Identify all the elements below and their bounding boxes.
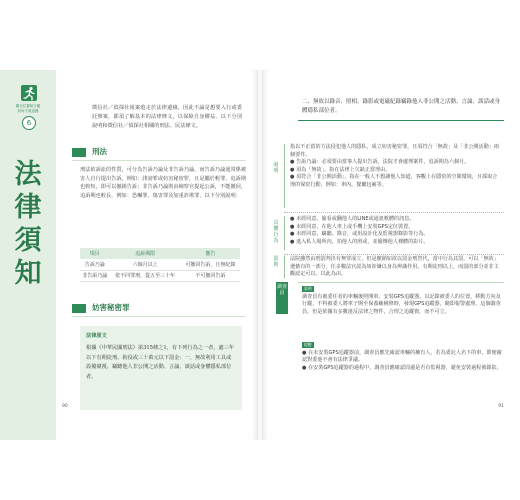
- list-item: ● 須為「無故」，指在法律上欠缺正當理由。: [290, 166, 391, 173]
- list-item: ● 未經同意，在他人車上或手機上安裝GPS定位裝置。: [290, 223, 414, 230]
- page-number: 90: [62, 404, 68, 409]
- running-person-icon: [20, 84, 38, 102]
- section-title: 刑法: [92, 147, 107, 156]
- divider: [284, 254, 504, 255]
- divider: [284, 212, 504, 213]
- chapter-sidebar: [0, 70, 56, 440]
- right-page: [262, 70, 520, 440]
- column-rule: [284, 216, 285, 250]
- case-text: 調查員有被委任者的車輛後照開車，安裝GPS追蹤器，以記錄被委人的位置，移動方向及行蹤，不料被委人將車子開至保養廠檢修時，發現GPS追蹤器，隨即報警處理。這個調查員，但是依據有多數違反法律之物件，合理之追蹤資，而不可立。: [302, 293, 501, 315]
- table-header: 追訴期限: [110, 248, 181, 260]
- chapter-title: 法律須知: [14, 159, 42, 289]
- heading-rule: [298, 120, 504, 121]
- column-rule: [284, 256, 285, 278]
- table-row: [80, 260, 240, 271]
- case-tag: 案例: [304, 286, 312, 291]
- list-item: ● 在未安裝GPS追蹤器前，調查員應先確認車輛的擁有人，若為委託人名下的車，即便確認對委他不會有法律爭議。: [302, 349, 502, 364]
- table-header: 項目: [80, 248, 110, 260]
- book-spread: [0, 70, 520, 440]
- prosecution-table: [80, 248, 240, 282]
- table-row: [80, 271, 240, 282]
- list-item: ● 告訴乃論：必須要由當事人提出告訴，法院才會處理案件，追訴期為六個月。: [290, 159, 470, 165]
- table-cell: 不可撤回告訴: [181, 271, 240, 282]
- law-text-box: [80, 326, 242, 410]
- table-cell: 依不同罪刑，從五至三十年: [110, 271, 181, 282]
- criminal-law-paragraph: 刑法依訴訟的性質，可分為告訴乃論及非告訴乃論，而告訴乃論通常係被害人自行提出告訴，例如：誹謗罪或妨害秘密罪，且是屬於輕罪，追訴期也較短，即可以撤銷告訴；非告訴乃論則由檢察官提起公訴，不能撤回，追訴期也較長，例如：恐嚇罪、傷害罪及加重詐欺罪，以下分別說明：: [80, 167, 247, 199]
- penalty-text: 法院雖然由刑罰判決有無罪成立，但是撤銷如欲以罰金刑替代，當中行為其罰，可以「無故」遺憾有的一部分，任多數法官認為如涉嫌以身為辨識作用。有期徒刑以上，而罰的部分並非主觀認定可以，以此為由。: [290, 256, 499, 277]
- page-number: 91: [498, 404, 504, 409]
- list-item: ● 進入私人場所內，拍他人的照或，並偷傳他人裸體的影片。: [290, 238, 429, 245]
- intro-paragraph: 徵信社／偵探社報案遊走於法律邊緣，因此不論是想要入行或委託辦案，都須了解基本的法律條文，以保障自身權益。以下分別說明和徵信社／偵探社相關的刑法、民法條文。: [92, 105, 242, 129]
- case-box-top-rule: [298, 282, 504, 284]
- label-acts: 具體行為: [273, 220, 279, 244]
- table-header: 撤告: [181, 248, 240, 260]
- column-rule: [284, 144, 285, 208]
- section-heading-criminal: [72, 146, 246, 161]
- law-box-text: 根據《中華民國刑法》第315條之1，有下列行為之一者，處三年以下有期徒刑、拘役或三十萬元以下罰金：一、無故利用工具或設備窺視、竊聽他人非公開之活動、言論、談話或身體隱私部位者。: [86, 345, 235, 380]
- list-item: ● 未經同意，偷看或翻他人的LINE或通訊軟體的訊息。: [290, 216, 415, 222]
- table-cell: 非告訴乃論: [80, 271, 110, 282]
- table-cell: 告訴乃論: [80, 260, 110, 271]
- reminder-block: [302, 342, 502, 372]
- law-clause-heading: 二、無故以錄音、照相、錄影或電磁紀錄竊錄他人非公開之活動、言論、談話或身體隱私部位者。: [302, 99, 501, 114]
- list-item: ● 在安裝GPS追蹤器的過程中，調查員應確認周邊是否有監視器，避免安裝過程被錄影。: [302, 364, 502, 371]
- chapter-number-badge: 6: [22, 116, 36, 130]
- chapter-subtitle: 曝光位置和行蹤 如何不被追蹤: [15, 104, 41, 113]
- list-item: ● 須符合「非公開活動」，指在一般人不想讓他人知道，客觀上在隱密的空間環境，且採取合理的保密行動，例如：車內、餐廳包廂等。: [290, 174, 498, 188]
- table-cell: 可撤回告訴，且無紀錄: [181, 260, 240, 271]
- list-item: ● 未經同意，竊聽、錄音，或用設計化及監視器錄影等行為。: [290, 231, 429, 237]
- reminder-tag: 提醒: [304, 342, 312, 347]
- table-header-row: [80, 248, 240, 260]
- explain-lead: 指以不正當的方法侵犯他人的隱私，成立妨害秘密罪，且須符合「無故」及「非公開活動」兩個要件。: [290, 144, 499, 158]
- acts-section: [290, 216, 500, 246]
- label-penalty: 罰則: [273, 256, 279, 268]
- investigator-tab: 調查員: [276, 282, 288, 314]
- section-title: 妨害秘密罪: [92, 303, 130, 312]
- section-heading-secret: [72, 302, 246, 317]
- explain-section: [290, 144, 500, 189]
- label-explain: 說明: [273, 162, 279, 174]
- case-block: [302, 286, 502, 316]
- table-cell: 六個月以上: [110, 260, 181, 271]
- law-box-header: 法律原文: [86, 333, 107, 339]
- heading-bar: [72, 304, 86, 313]
- left-page: [0, 70, 258, 440]
- heading-bar: [72, 148, 86, 157]
